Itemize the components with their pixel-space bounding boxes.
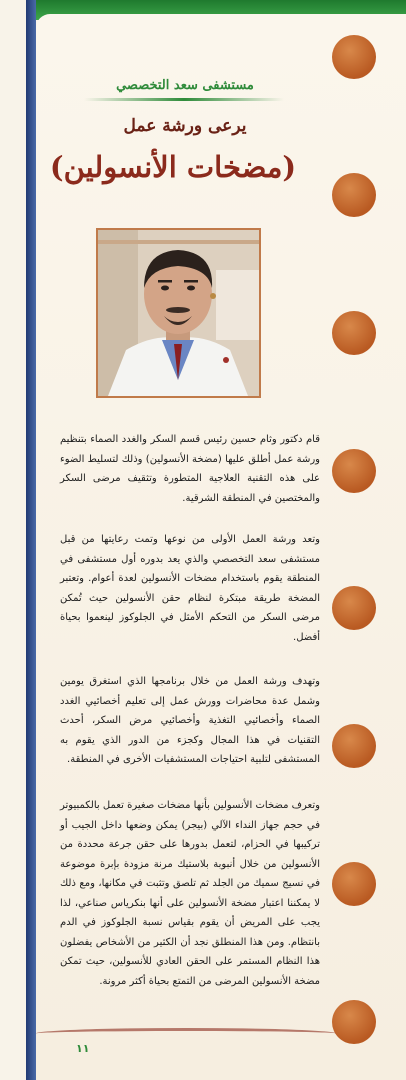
bottom-decoration [36, 1028, 336, 1039]
article-paragraph-3: وتهدف ورشة العمل من خلال برنامجها الذي استغرق يومين وشمل عدة محاضرات وورش عمل إلى تعليم أخصائيي الغدد الصماء وأخصائيي التغذية وأخصائيي مرض السكر، أحدث التقنيات في هذا المجال وكجزء من الدور الذي يقوم به المستشفى لتلبية احتياجات المستشفيات الأخرى في المنطقة. [60, 676, 320, 765]
decorative-dot [332, 1000, 376, 1044]
decorative-dot [332, 449, 376, 493]
hospital-name: مستشفى سعد التخصصي [116, 78, 254, 93]
article-subtitle: يرعى ورشة عمل [123, 116, 247, 136]
page-number: ١١ [76, 1042, 90, 1055]
article-title: (مضخات الأنسولين) [49, 150, 297, 184]
divider-line [84, 98, 284, 101]
decorative-dot [332, 311, 376, 355]
decorative-dot [332, 173, 376, 217]
portrait-illustration [98, 230, 259, 396]
article-paragraph-4: وتعرف مضخات الأنسولين بأنها مضخات صغيرة تعمل بالكمبيوتر في حجم جهاز النداء الآلي (بيجر) يمكن وضعها داخل الجيب أو تركيبها في الحزام، لتعمل بدورها على حقن جرعة محددة من الأنسولين من خلال أنبوبة بلاستيك مرنة مزودة بإبرة موضوعة في نسيج سميك من الجلد ثم تلصق وتثبت في مكانها، ومع ذلك لا يمكننا اعتبار مضخة الأنسولين على أنها بنكرياس صناعي، لذا يجب على المريض أن يقوم بقياس نسبة الجلوكوز في الدم بانتظام. ومن هذا المنطلق نجد أن الكثير من الأشخاص يفضلون هذا النظام المستمر على الحقن العادي للأنسولين، حيث تمكن مضخة الأنسولين المرضى من التمتع بحياة أكثر مرونة. [60, 800, 320, 987]
binding-spine [26, 0, 36, 1080]
portrait-photo [96, 228, 261, 398]
article-paragraph-1: قام دكتور وثام حسين رئيس قسم السكر والغدد الصماء بتنظيم ورشة عمل أطلق عليها (مضخة الأنسولين) وذلك لتسليط الضوء على هذه التقنية العلاجية المتطورة وتثقيف مرضى السكر والمختصين في المنطقة الشرقية. [60, 434, 320, 504]
article-paragraph-2: وتعد ورشة العمل الأولى من نوعها وتمت رعايتها من قبل مستشفى سعد التخصصي والذي يعد بدوره أول مستشفى في المنطقة يقوم باستخدام مضخات الأنسولين لعدة أعوام. وتعتبر المضخة طريقة مبتكرة لنظام حقن الأنسولين حيث تُمكن مرضى السكر من التحكم الأمثل في الجلوكوز لينعموا بحياة أفضل. [60, 534, 320, 643]
decorative-dot [332, 724, 376, 768]
decorative-dot [332, 862, 376, 906]
decorative-dot [332, 35, 376, 79]
decorative-dot [332, 586, 376, 630]
